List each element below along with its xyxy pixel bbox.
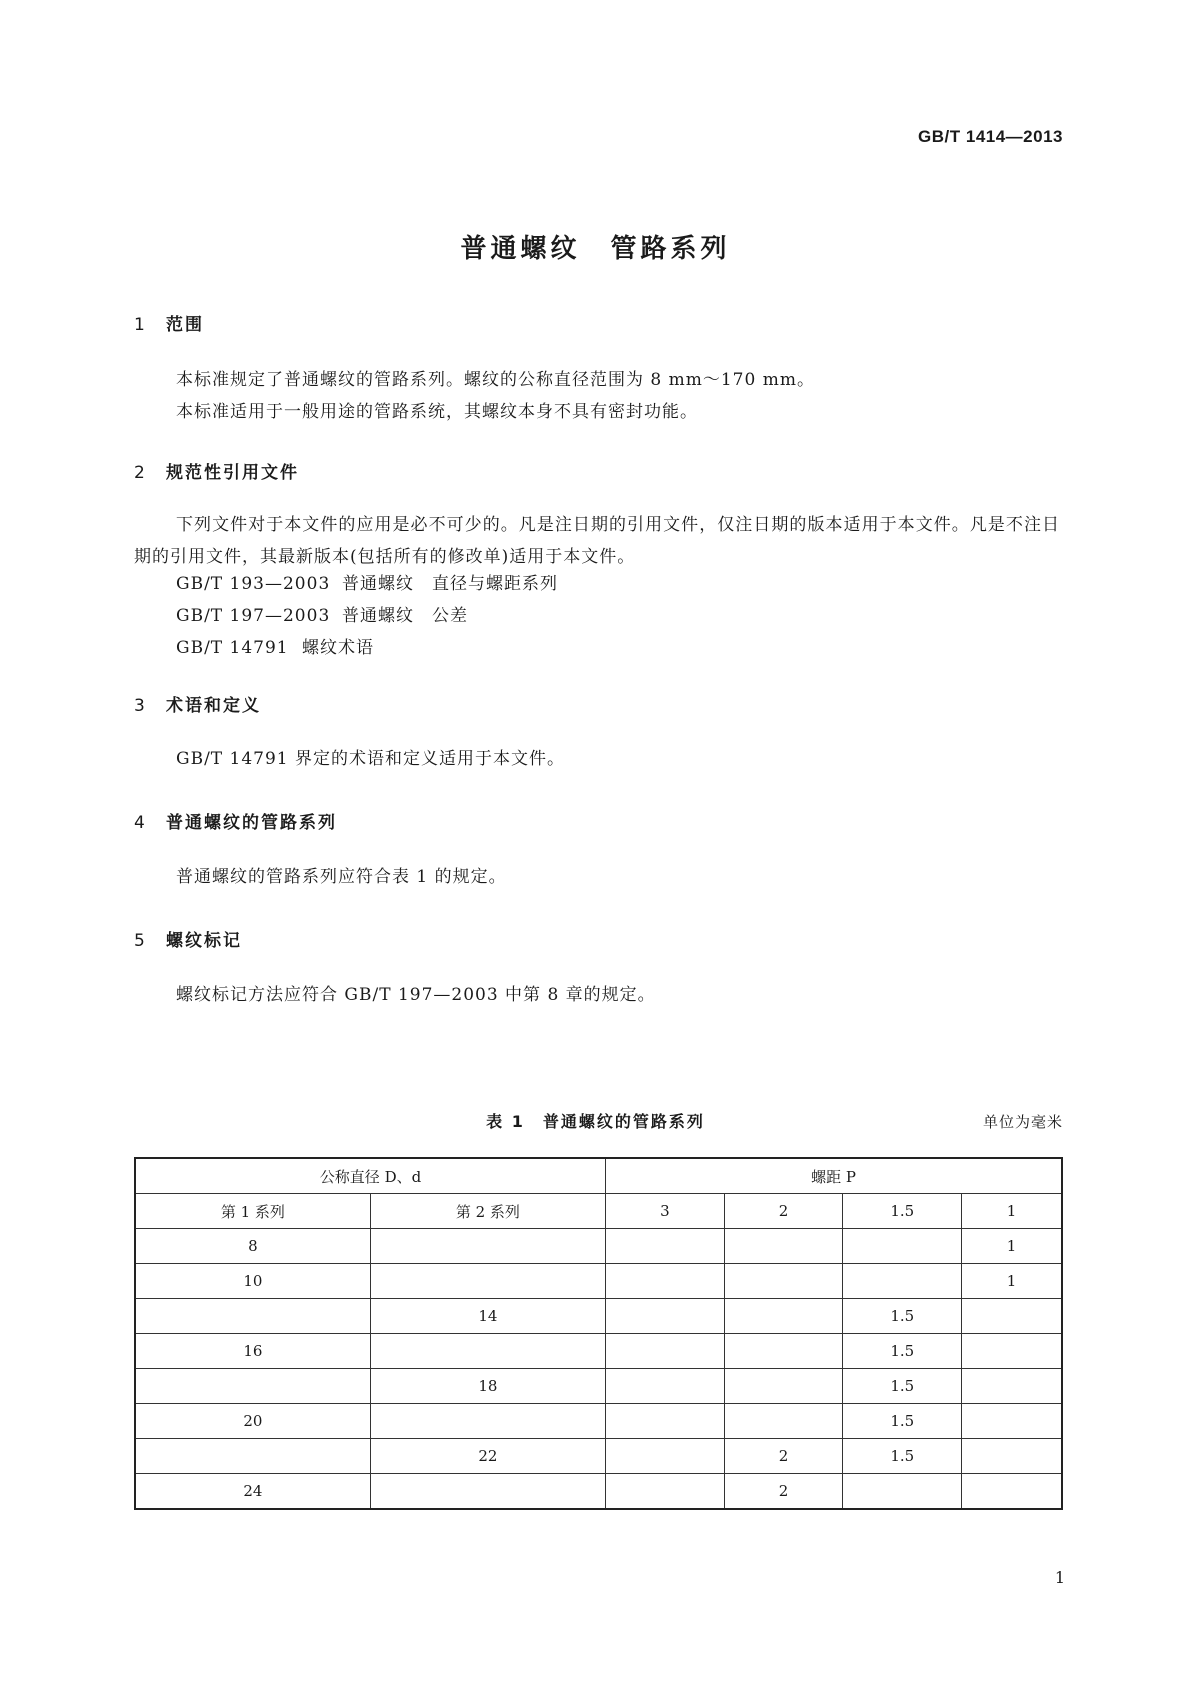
reference-list bbox=[176, 568, 558, 664]
section-1-heading bbox=[134, 310, 204, 335]
paragraph: 下列文件对于本文件的应用是必不可少的。凡是注日期的引用文件，仅注日期的版本适用于本文件。凡是不注日期的引用文件，其最新版本(包括所有的修改单)适用于本文件。 bbox=[134, 515, 1060, 567]
table-cell bbox=[370, 1474, 605, 1510]
column-header: 3 bbox=[606, 1194, 725, 1229]
table-row bbox=[135, 1474, 1062, 1510]
table-cell bbox=[724, 1264, 843, 1299]
section-1-body bbox=[134, 364, 1060, 428]
table-caption: 表 1 普通螺纹的管路系列 bbox=[486, 1112, 705, 1131]
section-title: 范围 bbox=[166, 315, 204, 335]
table-cell: 1.5 bbox=[843, 1439, 962, 1474]
table-cell bbox=[724, 1369, 843, 1404]
table-cell bbox=[370, 1264, 605, 1299]
thread-series-table bbox=[134, 1157, 1063, 1510]
section-title: 术语和定义 bbox=[166, 696, 261, 716]
section-number: 3 bbox=[134, 696, 145, 716]
section-5-heading bbox=[134, 926, 242, 951]
column-header: 1.5 bbox=[843, 1194, 962, 1229]
reference-code: GB/T 193—2003 bbox=[176, 574, 331, 594]
reference-item bbox=[176, 568, 558, 600]
table-row bbox=[135, 1404, 1062, 1439]
column-header: 第 2 系列 bbox=[370, 1194, 605, 1229]
table-cell bbox=[724, 1404, 843, 1439]
column-header: 第 1 系列 bbox=[135, 1194, 370, 1229]
table-cell bbox=[843, 1229, 962, 1264]
paragraph: 螺纹标记方法应符合 GB/T 197—2003 中第 8 章的规定。 bbox=[176, 985, 656, 1005]
table-row bbox=[135, 1264, 1062, 1299]
section-2-body bbox=[134, 509, 1060, 573]
reference-name: 普通螺纹 直径与螺距系列 bbox=[342, 574, 558, 594]
table-cell: 14 bbox=[370, 1299, 605, 1334]
page-number: 1 bbox=[1054, 1568, 1065, 1587]
section-title: 规范性引用文件 bbox=[166, 463, 299, 483]
section-5-body bbox=[134, 979, 1060, 1011]
table-cell bbox=[843, 1264, 962, 1299]
table-cell bbox=[370, 1334, 605, 1369]
table-row bbox=[135, 1299, 1062, 1334]
table-cell: 1.5 bbox=[843, 1369, 962, 1404]
section-number: 2 bbox=[134, 463, 145, 483]
table-cell: 22 bbox=[370, 1439, 605, 1474]
table-row bbox=[135, 1334, 1062, 1369]
reference-name: 螺纹术语 bbox=[302, 638, 374, 658]
table-cell: 2 bbox=[724, 1474, 843, 1510]
table-cell bbox=[724, 1334, 843, 1369]
table-cell: 1.5 bbox=[843, 1404, 962, 1439]
table-group-header: 螺距 P bbox=[606, 1158, 1063, 1194]
section-title: 螺纹标记 bbox=[166, 931, 242, 951]
paragraph: GB/T 14791 界定的术语和定义适用于本文件。 bbox=[176, 749, 566, 769]
table-cell bbox=[606, 1474, 725, 1510]
section-3-heading bbox=[134, 691, 261, 716]
table-row bbox=[135, 1369, 1062, 1404]
table-cell bbox=[962, 1474, 1062, 1510]
table-cell: 18 bbox=[370, 1369, 605, 1404]
paragraph: 本标准规定了普通螺纹的管路系列。螺纹的公称直径范围为 8 mm～170 mm。 bbox=[176, 370, 815, 390]
table-cell bbox=[135, 1439, 370, 1474]
table-cell bbox=[606, 1369, 725, 1404]
table-cell bbox=[370, 1229, 605, 1264]
section-number: 1 bbox=[134, 315, 145, 335]
table-cell: 8 bbox=[135, 1229, 370, 1264]
column-header: 2 bbox=[724, 1194, 843, 1229]
paragraph: 本标准适用于一般用途的管路系统，其螺纹本身不具有密封功能。 bbox=[176, 402, 698, 422]
table-unit: 单位为毫米 bbox=[982, 1113, 1063, 1131]
table-cell bbox=[135, 1369, 370, 1404]
table-cell bbox=[962, 1369, 1062, 1404]
table-cell: 1 bbox=[962, 1264, 1062, 1299]
table-cell bbox=[606, 1229, 725, 1264]
reference-item bbox=[176, 632, 558, 664]
table-cell bbox=[135, 1299, 370, 1334]
reference-name: 普通螺纹 公差 bbox=[342, 606, 468, 626]
paragraph: 普通螺纹的管路系列应符合表 1 的规定。 bbox=[176, 867, 507, 887]
table-cell bbox=[606, 1299, 725, 1334]
table-cell: 1 bbox=[962, 1229, 1062, 1264]
section-4-heading bbox=[134, 808, 337, 833]
section-number: 5 bbox=[134, 931, 145, 951]
table-cell bbox=[606, 1439, 725, 1474]
section-number: 4 bbox=[134, 813, 145, 833]
table-cell: 24 bbox=[135, 1474, 370, 1510]
standard-number: GB/T 1414—2013 bbox=[918, 127, 1063, 146]
table-row bbox=[135, 1439, 1062, 1474]
table-row bbox=[135, 1229, 1062, 1264]
table-group-header-row bbox=[135, 1158, 1062, 1194]
section-3-body bbox=[134, 743, 1060, 775]
reference-code: GB/T 14791 bbox=[176, 638, 289, 658]
table-cell bbox=[843, 1474, 962, 1510]
table-cell: 1.5 bbox=[843, 1299, 962, 1334]
table-header-row bbox=[135, 1194, 1062, 1229]
section-title: 普通螺纹的管路系列 bbox=[166, 813, 337, 833]
table-cell bbox=[606, 1404, 725, 1439]
table-cell: 2 bbox=[724, 1439, 843, 1474]
table-cell bbox=[962, 1439, 1062, 1474]
reference-item bbox=[176, 600, 558, 632]
document-title: 普通螺纹 管路系列 bbox=[460, 234, 731, 264]
reference-code: GB/T 197—2003 bbox=[176, 606, 331, 626]
table-cell bbox=[724, 1229, 843, 1264]
table-cell bbox=[606, 1334, 725, 1369]
section-4-body bbox=[134, 861, 1060, 893]
table-cell bbox=[370, 1404, 605, 1439]
table-cell bbox=[606, 1264, 725, 1299]
table-group-header: 公称直径 D、d bbox=[135, 1158, 606, 1194]
table-cell: 1.5 bbox=[843, 1334, 962, 1369]
table-cell bbox=[962, 1334, 1062, 1369]
table-cell: 10 bbox=[135, 1264, 370, 1299]
table-cell: 16 bbox=[135, 1334, 370, 1369]
table-cell bbox=[962, 1299, 1062, 1334]
table-cell bbox=[962, 1404, 1062, 1439]
table-cell bbox=[724, 1299, 843, 1334]
column-header: 1 bbox=[962, 1194, 1062, 1229]
table-cell: 20 bbox=[135, 1404, 370, 1439]
section-2-heading bbox=[134, 458, 299, 483]
